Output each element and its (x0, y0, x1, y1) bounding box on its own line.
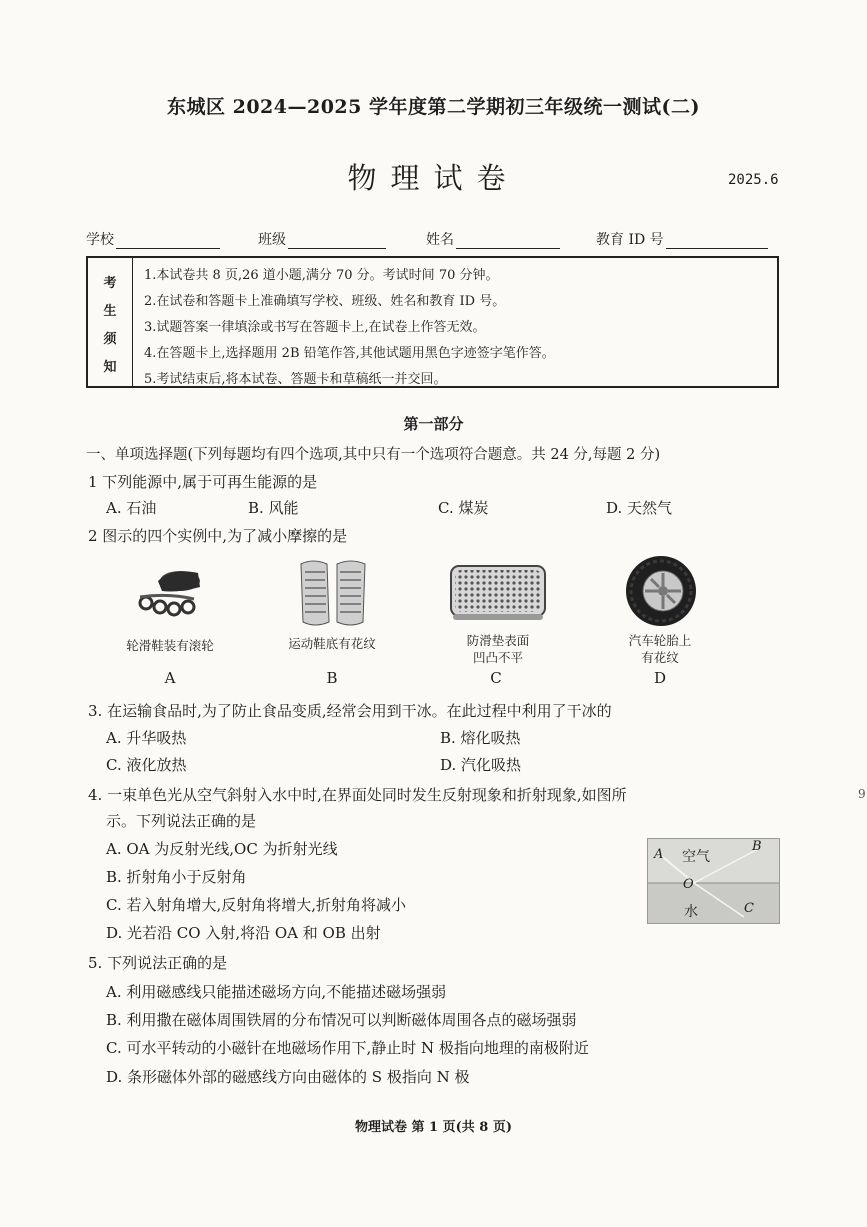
diagram-label-o: O (683, 877, 694, 892)
roller-skates-image (128, 563, 216, 621)
class-blank[interactable] (288, 232, 386, 249)
notice-label: 考 生 须 知 (88, 258, 133, 386)
q4-option-b[interactable]: B. 折射角小于反射角 (106, 868, 247, 886)
section-title: 一、单项选择题(下列每题均有四个选项,其中只有一个选项符合题意。共 24 分,每题 2 分) (86, 447, 661, 463)
page-footer: 物理试卷 第 1 页(共 8 页) (354, 1120, 513, 1135)
q5-option-b[interactable]: B. 利用撒在磁体周围铁屑的分布情况可以判断磁体周围各点的磁场强弱 (106, 1011, 577, 1029)
question-3-stem: 3. 在运输食品时,为了防止食品变质,经常会用到干冰。在此过程中利用了干冰的 (88, 702, 612, 720)
q4-option-a[interactable]: A. OA 为反射光线,OC 为折射光线 (106, 840, 338, 858)
q2-letter-d[interactable]: D (653, 669, 667, 687)
diagram-label-c: C (744, 901, 754, 916)
margin-mark: 9 (858, 787, 866, 801)
q2-letter-b[interactable]: B (326, 669, 338, 687)
q3-option-b[interactable]: B. 熔化吸热 (440, 729, 521, 747)
notice-box (86, 256, 779, 388)
diagram-label-water: 水 (684, 904, 698, 920)
school-blank[interactable] (116, 232, 220, 249)
car-tire-image (623, 553, 699, 629)
info-id[interactable]: 教育 ID 号 (596, 229, 768, 249)
question-4-stem-line1: 4. 一束单色光从空气斜射入水中时,在界面处同时发生反射现象和折射现象,如图所 (88, 786, 627, 804)
q2-letter-a[interactable]: A (164, 669, 176, 687)
info-class[interactable]: 班级 (258, 229, 386, 249)
info-name[interactable]: 姓名 (426, 229, 560, 249)
diagram-label-a: A (654, 847, 664, 862)
notice-item: 4.在答题卡上,选择题用 2B 铅笔作答,其他试题用黑色字迹签字笔作答。 (144, 346, 555, 361)
q1-option-a[interactable]: A. 石油 (106, 499, 157, 517)
question-1-stem: 1 下列能源中,属于可再生能源的是 (88, 473, 318, 491)
q5-option-d[interactable]: D. 条形磁体外部的磁感线方向由磁体的 S 极指向 N 极 (106, 1068, 470, 1086)
diagram-label-b: B (752, 839, 762, 854)
q4-option-c[interactable]: C. 若入射角增大,反射角将增大,折射角将减小 (106, 896, 407, 914)
q3-option-d[interactable]: D. 汽化吸热 (440, 756, 522, 774)
q5-option-a[interactable]: A. 利用磁感线只能描述磁场方向,不能描述磁场强弱 (106, 983, 447, 1001)
q4-option-d[interactable]: D. 光若沿 CO 入射,将沿 OA 和 OB 出射 (106, 924, 381, 942)
q1-option-c[interactable]: C. 煤炭 (438, 499, 489, 517)
q2-caption-c: 防滑垫表面 凹凸不平 (466, 633, 530, 665)
notice-item: 3.试题答案一律填涂或书写在答题卡上,在试卷上作答无效。 (144, 320, 486, 335)
q3-option-c[interactable]: C. 液化放热 (106, 756, 187, 774)
student-info-row (86, 229, 786, 253)
part-title: 第一部分 (403, 415, 464, 433)
q1-option-b[interactable]: B. 风能 (248, 499, 299, 517)
q1-option-d[interactable]: D. 天然气 (606, 499, 673, 517)
notice-item: 2.在试卷和答题卡上准确填写学校、班级、姓名和教育 ID 号。 (144, 294, 506, 309)
question-2-stem: 2 图示的四个实例中,为了减小摩擦的是 (88, 527, 348, 545)
q5-option-c[interactable]: C. 可水平转动的小磁针在地磁场作用下,静止时 N 极指向地理的南极附近 (106, 1039, 589, 1057)
notice-item: 5.考试结束后,将本试卷、答题卡和草稿纸一并交回。 (144, 372, 447, 387)
question-5-stem: 5. 下列说法正确的是 (88, 954, 228, 972)
q2-caption-a: 轮滑鞋装有滚轮 (126, 638, 214, 653)
question-4-stem-line2: 示。下列说法正确的是 (106, 812, 257, 830)
shoe-soles-image (293, 558, 373, 628)
refraction-diagram (647, 838, 780, 924)
name-blank[interactable] (456, 232, 560, 249)
q2-caption-b: 运动鞋底有花纹 (288, 636, 376, 651)
anti-slip-mat-image (445, 562, 551, 624)
exam-title: 东城区 2024—2025 学年度第二学期初三年级统一测试(二) (167, 96, 700, 118)
q3-option-a[interactable]: A. 升华吸热 (106, 729, 187, 747)
id-blank[interactable] (666, 232, 768, 249)
q2-caption-d: 汽车轮胎上 有花纹 (628, 633, 692, 665)
notice-item: 1.本试卷共 8 页,26 道小题,满分 70 分。考试时间 70 分钟。 (144, 268, 499, 283)
subject-title: 物理试卷 (347, 161, 520, 195)
exam-date: 2025.6 (728, 172, 779, 188)
info-school[interactable]: 学校 (86, 229, 220, 249)
q2-letter-c[interactable]: C (490, 669, 502, 687)
diagram-label-air: 空气 (682, 849, 710, 865)
